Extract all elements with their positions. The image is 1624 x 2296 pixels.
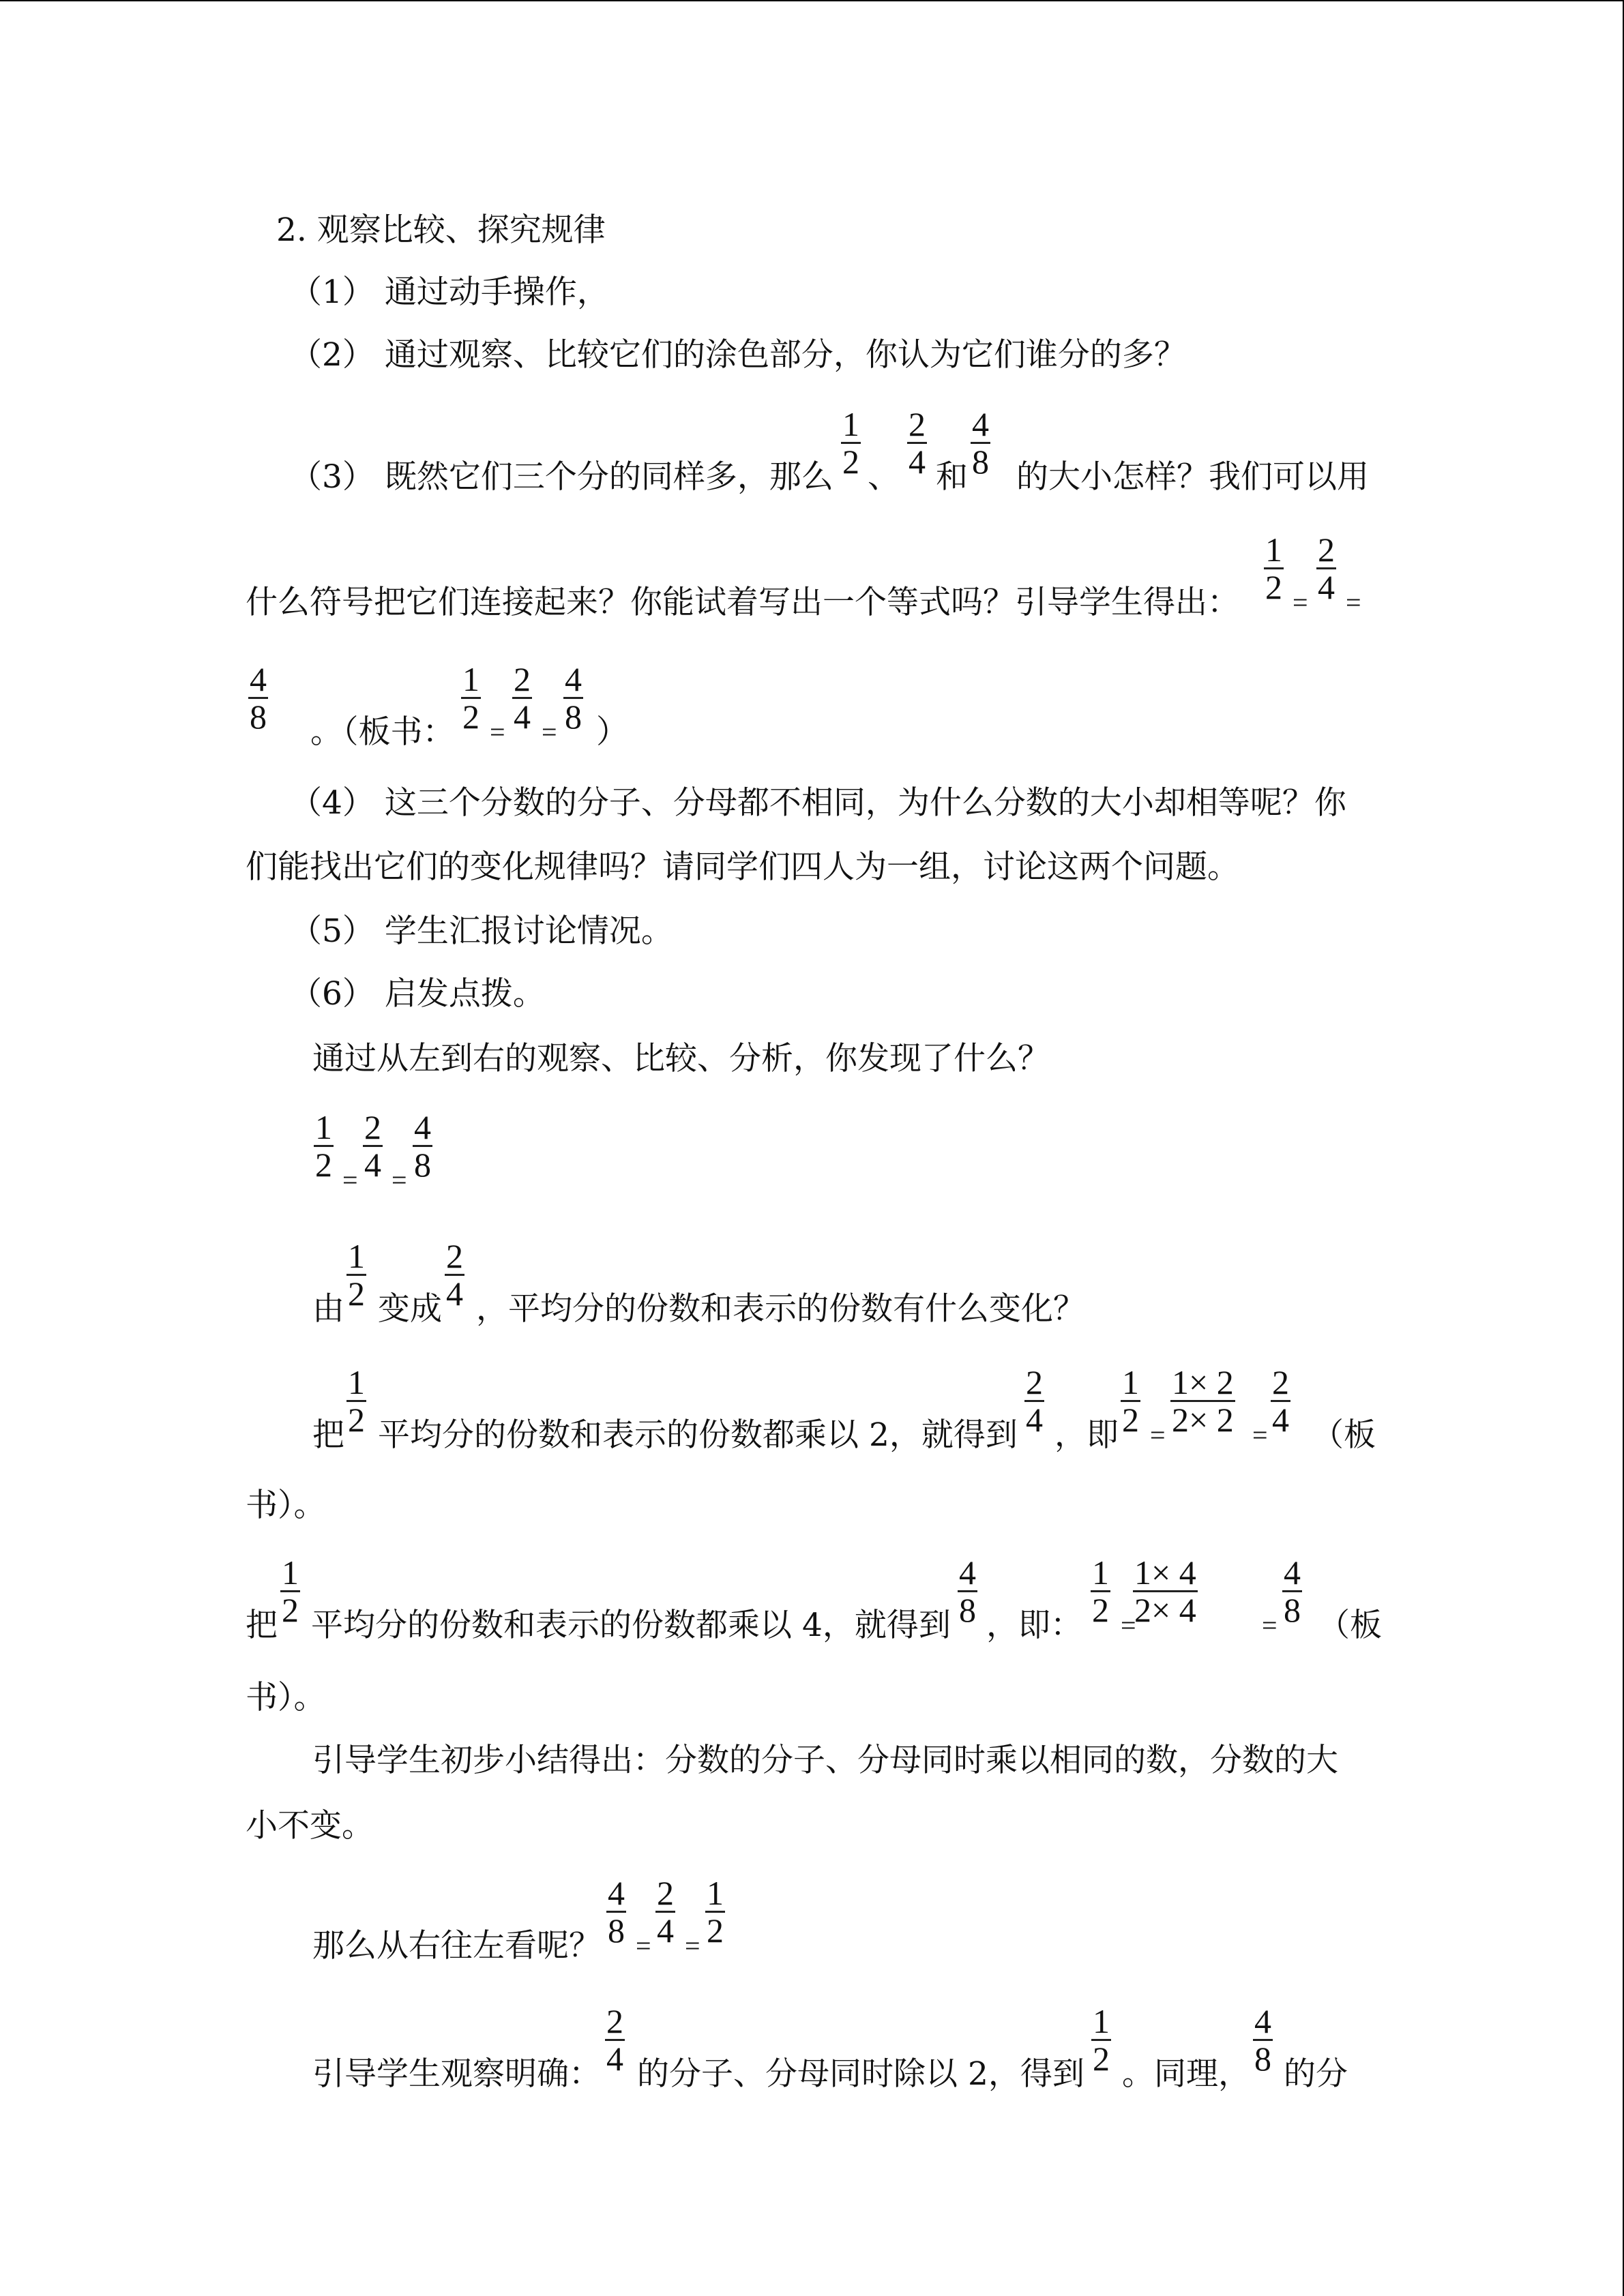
fraction-1-2: 1 2 bbox=[282, 1553, 299, 1629]
fraction-4-8: 4 8 bbox=[1254, 2002, 1271, 2078]
equals-sign: = bbox=[392, 1165, 407, 1195]
fraction-2-4: 2 4 bbox=[1272, 1363, 1289, 1439]
separator: 、 bbox=[868, 458, 900, 496]
fraction-1x4-over-2x4: 1× 4 2× 4 bbox=[1134, 1553, 1196, 1629]
fraction-1-2: 1 2 bbox=[1093, 2002, 1110, 2078]
final-text: 引导学生观察明确： bbox=[312, 2055, 601, 2093]
fraction-1-2: 1 2 bbox=[707, 1874, 724, 1950]
equals-sign: = bbox=[636, 1930, 651, 1961]
item-4: （4） 这三个分数的分子、分母都不相同，为什么分数的大小却相等呢？你 bbox=[290, 784, 1346, 822]
board-note: 书）。 bbox=[246, 1487, 326, 1524]
fraction-1-2: 1 2 bbox=[348, 1363, 365, 1439]
fraction-4-8: 4 8 bbox=[1284, 1553, 1301, 1629]
board-note: 书）。 bbox=[246, 1679, 326, 1716]
observe-prompt: 通过从左到右的观察、比较、分析，你发现了什么？ bbox=[312, 1040, 1050, 1077]
final-text: 。同理， bbox=[1122, 2055, 1250, 2093]
item-2: （2） 通过观察、比较它们的涂色部分，你认为它们谁分的多？ bbox=[290, 336, 1186, 374]
equals-sign: = bbox=[1262, 1610, 1278, 1641]
fraction-2-4: 2 4 bbox=[446, 1237, 463, 1313]
fraction-1-2: 1 2 bbox=[842, 405, 859, 481]
fraction-1-2: 1 2 bbox=[462, 660, 479, 736]
fraction-1-2: 1 2 bbox=[315, 1108, 332, 1184]
equals-sign: = bbox=[1150, 1420, 1166, 1450]
multiply-4-text: 平均分的份数和表示的份数都乘以 4，就得到 bbox=[311, 1607, 951, 1644]
item-1: （1） 通过动手操作， bbox=[290, 273, 609, 311]
equals-sign: = bbox=[1346, 587, 1361, 618]
summary: 引导学生初步小结得出：分数的分子、分母同时乘以相同的数，分数的大 bbox=[312, 1742, 1338, 1779]
fraction-1-2: 1 2 bbox=[1122, 1363, 1139, 1439]
fraction-2-4: 2 4 bbox=[909, 405, 926, 481]
fraction-1x2-over-2x2: 1× 2 2× 2 bbox=[1172, 1363, 1234, 1439]
final-text: 的分 bbox=[1284, 2055, 1348, 2093]
fraction-1-2: 1 2 bbox=[348, 1237, 365, 1313]
fraction-4-8: 4 8 bbox=[250, 660, 267, 736]
item-6: （6） 启发点拨。 bbox=[290, 975, 545, 1013]
item-4-cont: 们能找出它们的变化规律吗？请同学们四人为一组，讨论这两个问题。 bbox=[246, 848, 1239, 886]
fraction-2-4: 2 4 bbox=[364, 1108, 381, 1184]
close-paren: ） bbox=[596, 713, 628, 751]
section-heading: 2. 观察比较、探究规律 bbox=[276, 211, 606, 249]
item-5: （5） 学生汇报讨论情况。 bbox=[290, 912, 673, 950]
fraction-2-4: 2 4 bbox=[657, 1874, 674, 1950]
board-note: 。（板书： bbox=[310, 713, 455, 751]
multiply-2-text: 平均分的份数和表示的份数都乘以 2，就得到 bbox=[378, 1416, 1018, 1454]
board-note: （板 bbox=[1318, 1607, 1382, 1644]
equals-sign: = bbox=[1293, 587, 1308, 618]
fraction-4-8: 4 8 bbox=[959, 1553, 976, 1629]
right-to-left-prompt: 那么从右往左看呢？ bbox=[312, 1927, 601, 1965]
separator: 和 bbox=[936, 458, 968, 496]
fraction-2-4: 2 4 bbox=[1026, 1363, 1043, 1439]
fraction-4-8: 4 8 bbox=[414, 1108, 431, 1184]
item-3-text: 什么符号把它们连接起来？你能试着写出一个等式吗？引导学生得出： bbox=[246, 584, 1239, 621]
item-3-text: （3） 既然它们三个分的同样多，那么 bbox=[290, 458, 833, 496]
fraction-4-8: 4 8 bbox=[972, 405, 989, 481]
fraction-2-4: 2 4 bbox=[1318, 531, 1335, 606]
item-3-text: 的大小怎样？我们可以用 bbox=[1016, 458, 1369, 496]
fraction-1-2: 1 2 bbox=[1265, 531, 1282, 606]
board-note: （板 bbox=[1312, 1416, 1376, 1454]
summary-cont: 小不变。 bbox=[246, 1807, 374, 1845]
change-text: 由 bbox=[312, 1290, 344, 1328]
multiply-4-text: 把 bbox=[246, 1607, 278, 1644]
equals-sign: = bbox=[490, 717, 505, 747]
equals-sign: = bbox=[1252, 1420, 1268, 1450]
fraction-2-4: 2 4 bbox=[606, 2002, 623, 2078]
equals-sign: = bbox=[542, 717, 557, 747]
equals-sign: = bbox=[342, 1165, 358, 1195]
final-text: 的分子、分母同时除以 2，得到 bbox=[637, 2055, 1084, 2093]
multiply-4-text: ，即： bbox=[986, 1607, 1082, 1644]
fraction-1-2: 1 2 bbox=[1092, 1553, 1109, 1629]
fraction-2-4: 2 4 bbox=[514, 660, 531, 736]
multiply-2-text: ，即 bbox=[1054, 1416, 1119, 1454]
change-text: ，平均分的份数和表示的份数有什么变化？ bbox=[476, 1290, 1085, 1328]
equals-sign: = bbox=[1121, 1610, 1136, 1641]
fraction-4-8: 4 8 bbox=[565, 660, 582, 736]
equals-sign: = bbox=[685, 1930, 700, 1961]
multiply-2-text: 把 bbox=[312, 1416, 344, 1454]
change-text: 变成 bbox=[378, 1290, 442, 1328]
fraction-4-8: 4 8 bbox=[608, 1874, 625, 1950]
